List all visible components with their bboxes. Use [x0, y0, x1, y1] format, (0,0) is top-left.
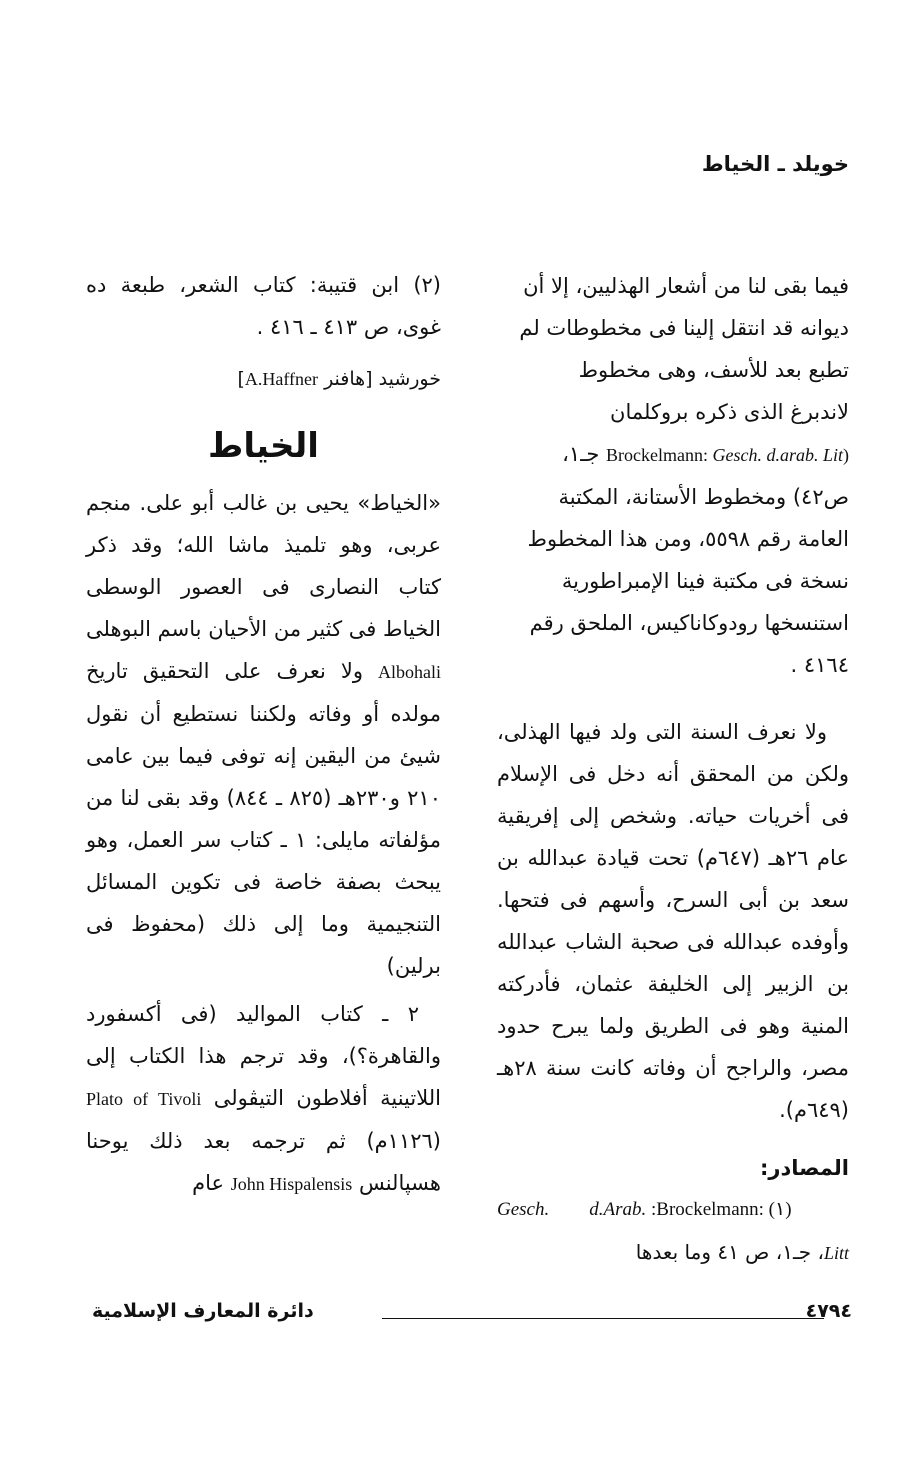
- text-line: نسخة فى مكتبة فينا الإمبراطورية: [561, 569, 849, 593]
- running-head: خويلد ـ الخياط: [701, 152, 849, 176]
- citation-title: Gesch. d.arab. Lit: [712, 445, 843, 465]
- page-number: ٤٧٩٤: [805, 1300, 852, 1322]
- right-paragraph-1: [497, 265, 849, 685]
- paragraph-text: «الخياط» يحيى بن غالب أبو على. منجم عربى، وهو تلميذ ماشا الله؛ وقد ذكر كتاب النصارى فى العصور الوسطى الخياط فى كثير من الأحيان باسم البوهلى: [86, 491, 441, 641]
- source-title-2: d.Arab.: [589, 1199, 647, 1220]
- left-paragraph-2: [86, 993, 441, 1205]
- author-latin: A.Haffner: [244, 369, 319, 389]
- footer-rule: [382, 1318, 824, 1319]
- article-title: الخياط: [208, 426, 319, 466]
- article-author: [86, 358, 441, 400]
- source-pages: ، جـ١، ص ٤١ وما بعدها: [635, 1240, 824, 1264]
- left-column: [86, 264, 441, 1205]
- text-line: تطبع بعد للأسف، وهى مخطوط: [578, 358, 849, 382]
- text-line: لاندبرغ الذى ذكره بروكلمان: [610, 400, 849, 424]
- text-line: استنسخها رودوكاناكيس، الملحق رقم: [529, 611, 849, 635]
- footer-journal-title: دائرة المعارف الإسلامية: [92, 1300, 314, 1322]
- author-arabic: خورشيد [هافنر: [318, 368, 441, 390]
- source-number: (١): [768, 1199, 792, 1220]
- paragraph-text: ٢ ـ كتاب المواليد (فى أكسفورد والقاهرة؟)، وقد ترجم هذا الكتاب إلى اللاتينية أفلاطون التيڤولى: [86, 1002, 441, 1110]
- text-line: ص٤٢) ومخطوط الأستانة، المكتبة: [558, 485, 849, 509]
- text-line: ٤١٦٤ .: [790, 653, 849, 677]
- paragraph-text: عام: [192, 1171, 231, 1195]
- latin-name: Plato of Tivoli: [86, 1089, 202, 1109]
- text-line: [562, 442, 849, 466]
- left-paragraph-1: [86, 482, 441, 987]
- sources-heading: المصادر:: [759, 1156, 849, 1180]
- right-paragraph-2: ولا نعرف السنة التى ولد فيها الهذلى، ولكن من المحقق أنه دخل فى الإسلام فى أخريات حياته. وشخص إلى إفريقية عام ٢٦هـ (٦٤٧م) تحت قيادة عبدالله بن سعد بن أبى السرح، وأسهم فى فتحها. وأوفده عبدالله فى صحبة الشاب عبدالله بن الزبير إلى الخليفة عثمان، فأدركته المنية وهو فى الطريق ولما يبرح حدود مصر، والراجح أن وفاته كانت سنة ٢٨هـ (٦٤٩م).: [497, 720, 849, 1122]
- citation-author: (Brockelmann:: [606, 445, 849, 465]
- page-footer: [92, 1300, 852, 1336]
- paragraph-text: (١١٢٦م) ثم ترجمه بعد ذلك يوحنا هسپالنس: [86, 1129, 441, 1195]
- text-line: ديوانه قد انتقل إلينا فى مخطوطات لم: [519, 316, 849, 340]
- source-title-1: Gesch.: [497, 1199, 550, 1220]
- author-bracket: ]: [237, 368, 245, 390]
- text-line: فيما بقى لنا من أشعار الهذليين، إلا أن: [523, 274, 849, 298]
- source-line-2: [497, 1231, 849, 1274]
- source-latin: Litt: [823, 1243, 849, 1263]
- text-line: العامة رقم ٥٥٩٨، ومن هذا المخطوط: [527, 527, 849, 551]
- latin-name: Albohali: [378, 662, 441, 682]
- reference-2: (٢) ابن قتيبة: كتاب الشعر، طبعة ده غوى، ص ٤١٣ ـ ٤١٦ .: [86, 273, 441, 339]
- citation-volume: جـ١،: [562, 442, 607, 466]
- source-line-1: Gesch. d.Arab. :Brockelmann: (١): [497, 1199, 792, 1220]
- paragraph-text: ولا نعرف على التحقيق تاريخ مولده أو وفاته ولكننا نستطيع أن نقول شيئ من اليقين إنه توفى فيما بين عامى ٢١٠ و٢٣٠هـ (٨٢٥ ـ ٨٤٤) وقد بقى لنا من مؤلفاته مايلى: ١ ـ كتاب سر العمل، وهو يبحث بصفة خاصة فى تكوين المسائل التنجيمية وما إلى ذلك (محفوظ فى برلين): [86, 659, 441, 978]
- latin-name: John Hispalensis: [230, 1174, 353, 1194]
- source-author: Brockelmann:: [656, 1199, 769, 1220]
- right-column: [497, 265, 849, 1274]
